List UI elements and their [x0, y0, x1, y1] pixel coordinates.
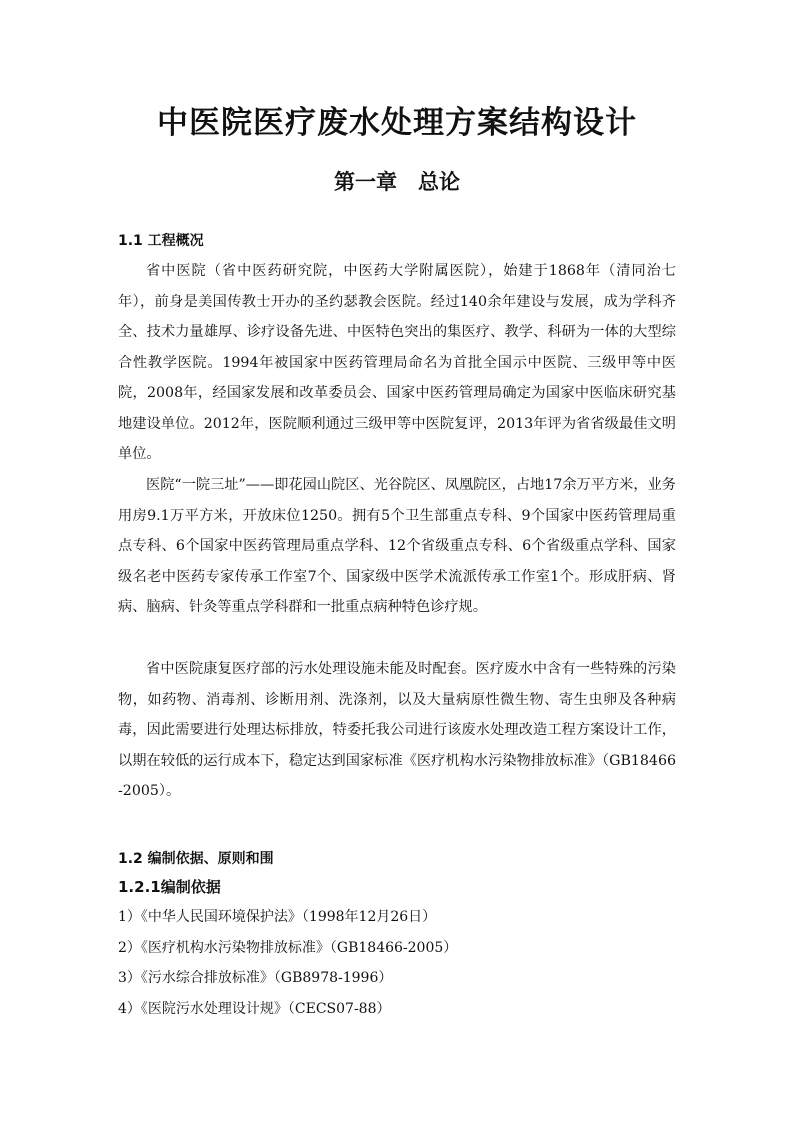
document-title: 中医院医疗废水处理方案结构设计 [157, 105, 637, 141]
chapter-heading: 第一章 总论 [334, 170, 460, 194]
list-item: 1）《中华人民国环境保护法》（1998年12月26日） [118, 909, 437, 925]
section-heading-1-1: 1.1 工程概况 [118, 233, 204, 249]
list-item: 2）《医疗机构水污染物排放标准》（GB18466-2005） [118, 939, 458, 956]
list-item: 4）《医院污水处理设计规》（CECS07-88） [118, 1000, 391, 1017]
paragraph-hospital-campuses: 医院“一院三址”——即花园山院区、光谷院区、凤凰院区，占地17余万平方米，业务用房9.1万平方米，开放床位1250。拥有5个卫生部重点专科、9个国家中医药管理局重点专科、6个国家中医药管理局重点学科、12个省级重点专科、6个省级重点学科、国家级名老中医药专家传承工作室7个、国家级中医学术流派传承工作室1个。形成肝病、肾病、脑病、针灸等重点学科群和一批重点病种特色诊疗规。 [118, 477, 676, 615]
paragraph-hospital-history: 省中医院（省中医药研究院，中医药大学附属医院），始建于1868年（清同治七年），前身是美国传教士开办的圣约瑟教会医院。经过140余年建设与发展，成为学科齐全、技术力量雄厚、诊疗设备先进、中医特色突出的集医疗、教学、科研为一体的大型综合性教学医院。1994年被国家中医药管理局命名为首批全国示中医院、三级甲等中医院，2008年，经国家发展和改革委员会、国家中医药管理局确定为国家中医临床研究基地建设单位。2012年，医院顺利通过三级甲等中医院复评，2013年评为省省级最佳文明单位。 [118, 263, 676, 462]
basis-list [118, 902, 678, 1024]
subsection-heading-1-2-1: 1.2.1编制依据 [118, 878, 221, 896]
list-item: 3）《污水综合排放标准》（GB8978-1996） [118, 970, 393, 986]
paragraph-project-purpose: 省中医院康复医疗部的污水处理设施未能及时配套。医疗废水中含有一些特殊的污染物，如药物、消毒剂、诊断用剂、洗涤剂，以及大量病原性微生物、寄生虫卵及各种病毒，因此需要进行处理达标排放，特委托我公司进行该废水处理改造工程方案设计工作，以期在较低的运行成本下，稳定达到国家标准《医疗机构水污染物排放标准》（GB18466-2005）。 [118, 661, 676, 799]
section-heading-1-2: 1.2 编制依据、原则和围 [118, 851, 274, 867]
